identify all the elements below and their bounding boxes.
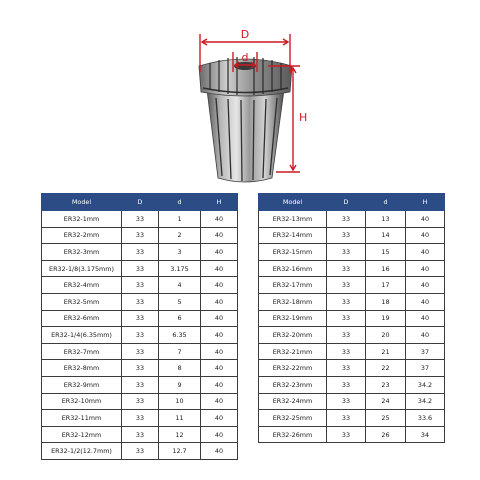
table-cell: 40 (201, 227, 238, 244)
table-cell: 4 (159, 277, 201, 294)
table-cell: 33 (122, 410, 159, 427)
table-cell: ER32-23mm (259, 376, 327, 393)
table-cell: 40 (201, 310, 238, 327)
table-cell: 26 (366, 426, 406, 443)
table-cell: 40 (201, 376, 238, 393)
table-cell: ER32-14mm (259, 227, 327, 244)
table-cell: ER32-6mm (42, 310, 122, 327)
column-header: Model (42, 194, 122, 211)
table-cell: 34.2 (406, 393, 445, 410)
table-cell: 25 (366, 410, 406, 427)
column-header: D (327, 194, 366, 211)
table-cell: 17 (366, 277, 406, 294)
table-cell: ER32-17mm (259, 277, 327, 294)
column-header: H (406, 194, 445, 211)
table-cell: 33 (122, 360, 159, 377)
table-cell: 40 (201, 443, 238, 460)
spec-table-right (258, 193, 445, 443)
table-cell: 33 (122, 343, 159, 360)
column-header: D (122, 194, 159, 211)
table-cell: ER32-16mm (259, 260, 327, 277)
column-header: Model (259, 194, 327, 211)
table-cell: 33 (122, 393, 159, 410)
table-cell: 40 (201, 343, 238, 360)
table-cell: 40 (201, 426, 238, 443)
table-cell: ER32-2mm (42, 227, 122, 244)
table-cell: 33 (327, 343, 366, 360)
table-header-row (42, 194, 238, 211)
table-cell: 8 (159, 360, 201, 377)
table-cell: 40 (406, 327, 445, 344)
table-row (42, 426, 238, 443)
table-cell: 7 (159, 343, 201, 360)
table-cell: 40 (201, 327, 238, 344)
table-cell: 33 (327, 393, 366, 410)
table-row (42, 260, 238, 277)
table-cell: ER32-22mm (259, 360, 327, 377)
table-cell: 33 (327, 327, 366, 344)
table-row (259, 393, 445, 410)
table-cell: 2 (159, 227, 201, 244)
table-cell: 33 (327, 310, 366, 327)
table-row (259, 376, 445, 393)
table-row (259, 360, 445, 377)
table-cell: ER32-20mm (259, 327, 327, 344)
table-cell: ER32-12mm (42, 426, 122, 443)
table-cell: 33 (122, 426, 159, 443)
table-cell: 33 (327, 211, 366, 228)
table-cell: 37 (406, 343, 445, 360)
table-cell: 37 (406, 360, 445, 377)
table-cell: 33 (122, 277, 159, 294)
table-row (42, 211, 238, 228)
table-cell: 16 (366, 260, 406, 277)
dimension-label-H: H (299, 111, 308, 124)
table-cell: ER32-8mm (42, 360, 122, 377)
table-cell: 40 (201, 277, 238, 294)
table-row (42, 277, 238, 294)
spec-table-left (41, 193, 238, 460)
table-cell: ER32-15mm (259, 244, 327, 261)
table-cell: 40 (201, 293, 238, 310)
table-cell: 11 (159, 410, 201, 427)
table-cell: 3.175 (159, 260, 201, 277)
column-header: H (201, 194, 238, 211)
table-cell: 34.2 (406, 376, 445, 393)
table-row (42, 376, 238, 393)
table-cell: 33 (122, 327, 159, 344)
table-row (42, 393, 238, 410)
table-cell: 12 (159, 426, 201, 443)
table-cell: ER32-26mm (259, 426, 327, 443)
table-cell: ER32-19mm (259, 310, 327, 327)
table-cell: ER32-1/8(3.175mm) (42, 260, 122, 277)
table-cell: 21 (366, 343, 406, 360)
table-cell: 6 (159, 310, 201, 327)
table-cell: ER32-24mm (259, 393, 327, 410)
table-cell: 33 (327, 227, 366, 244)
table-cell: ER32-13mm (259, 211, 327, 228)
table-cell: 23 (366, 376, 406, 393)
table-cell: ER32-1/4(6.35mm) (42, 327, 122, 344)
table-cell: 33 (122, 376, 159, 393)
table-cell: 33 (122, 244, 159, 261)
table-cell: ER32-1/2(12.7mm) (42, 443, 122, 460)
table-cell: 18 (366, 293, 406, 310)
table-row (42, 293, 238, 310)
table-cell: 33 (327, 244, 366, 261)
table-cell: 13 (366, 211, 406, 228)
table-cell: 33 (327, 410, 366, 427)
table-cell: 33 (327, 260, 366, 277)
table-cell: ER32-1mm (42, 211, 122, 228)
table-cell: ER32-9mm (42, 376, 122, 393)
table-cell: 22 (366, 360, 406, 377)
table-cell: 34 (406, 426, 445, 443)
table-cell: 40 (406, 293, 445, 310)
table-cell: 40 (406, 277, 445, 294)
table-row (259, 343, 445, 360)
collet-photo (199, 57, 292, 182)
table-cell: 33 (122, 260, 159, 277)
table-cell: ER32-4mm (42, 277, 122, 294)
table-cell: 40 (406, 310, 445, 327)
table-row (42, 443, 238, 460)
column-header: d (159, 194, 201, 211)
table-cell: 40 (406, 244, 445, 261)
table-row (42, 310, 238, 327)
table-cell: 5 (159, 293, 201, 310)
table-row (259, 244, 445, 261)
table-cell: 40 (201, 211, 238, 228)
table-cell: ER32-18mm (259, 293, 327, 310)
collet-figure (0, 0, 480, 190)
table-cell: ER32-11mm (42, 410, 122, 427)
table-cell: 15 (366, 244, 406, 261)
table-row (42, 327, 238, 344)
table-row (259, 211, 445, 228)
table-row (259, 310, 445, 327)
table-row (259, 426, 445, 443)
table-cell: 3 (159, 244, 201, 261)
table-cell: 33 (122, 211, 159, 228)
table-cell: 33 (122, 443, 159, 460)
dimension-label-D: D (240, 28, 250, 41)
dimension-label-d: d (241, 51, 249, 64)
table-cell: ER32-10mm (42, 393, 122, 410)
table-cell: 33 (327, 360, 366, 377)
table-cell: 33 (327, 426, 366, 443)
table-cell: 33 (327, 293, 366, 310)
table-cell: 12.7 (159, 443, 201, 460)
table-cell: 33.6 (406, 410, 445, 427)
table-header-row (259, 194, 445, 211)
table-cell: 9 (159, 376, 201, 393)
table-cell: ER32-3mm (42, 244, 122, 261)
table-cell: 40 (406, 227, 445, 244)
column-header: d (366, 194, 406, 211)
table-row (259, 260, 445, 277)
table-row (259, 327, 445, 344)
table-row (42, 410, 238, 427)
table-cell: 19 (366, 310, 406, 327)
table-cell: 20 (366, 327, 406, 344)
table-cell: 33 (122, 310, 159, 327)
table-cell: 40 (201, 360, 238, 377)
table-row (259, 410, 445, 427)
table-cell: ER32-5mm (42, 293, 122, 310)
table-row (42, 244, 238, 261)
table-cell: ER32-21mm (259, 343, 327, 360)
table-cell: ER32-7mm (42, 343, 122, 360)
table-cell: 40 (201, 393, 238, 410)
table-row (42, 360, 238, 377)
table-cell: 10 (159, 393, 201, 410)
table-cell: 33 (327, 376, 366, 393)
table-cell: 14 (366, 227, 406, 244)
table-cell: 33 (327, 277, 366, 294)
table-row (42, 343, 238, 360)
table-cell: 24 (366, 393, 406, 410)
table-row (259, 277, 445, 294)
table-cell: ER32-25mm (259, 410, 327, 427)
table-row (259, 293, 445, 310)
table-cell: 6.35 (159, 327, 201, 344)
table-cell: 33 (122, 227, 159, 244)
table-cell: 40 (201, 410, 238, 427)
table-cell: 1 (159, 211, 201, 228)
table-row (42, 227, 238, 244)
table-cell: 40 (201, 244, 238, 261)
table-cell: 33 (122, 293, 159, 310)
table-cell: 40 (406, 260, 445, 277)
table-row (259, 227, 445, 244)
table-cell: 40 (201, 260, 238, 277)
table-cell: 40 (406, 211, 445, 228)
